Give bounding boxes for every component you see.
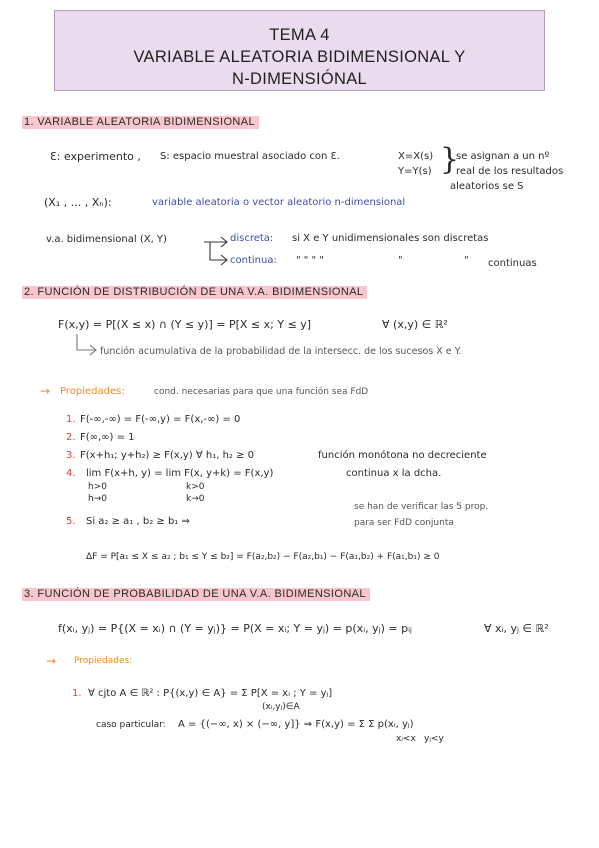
discrete-label: discreta: (230, 233, 274, 244)
title-line-2: VARIABLE ALEATORIA BIDIMENSIONAL Y (133, 48, 466, 66)
prop-2-4-k1: k>0 (186, 482, 205, 492)
vector-rhs: variable aleatoria o vector aleatorio n-dimensional (152, 197, 406, 208)
case-sub-2: yⱼ<y (424, 734, 444, 744)
prop-3-1-sub: (xᵢ,yⱼ)∈A (262, 702, 300, 712)
verify-note-1: se han de verificar las 5 prop. (354, 502, 489, 512)
prop-2-5: Si a₂ ≥ a₁ , b₂ ≥ b₁ ⇒ (86, 516, 190, 527)
assign-line-3: aleatorios se S (450, 181, 524, 192)
experiment-text: Ɛ: experimento , (50, 150, 141, 163)
prop-2-3-num: 3. (66, 450, 76, 461)
case-formula: A = {(−∞, x) × (−∞, y]} ⇒ F(x,y) = Σ Σ p(xᵢ, yⱼ) (178, 719, 414, 730)
fdd-domain: ∀ (x,y) ∈ ℝ² (382, 318, 448, 331)
prop-2-4-k2: k→0 (186, 494, 205, 504)
ditto-marks-3: " (464, 255, 469, 266)
ditto-marks-1: " " " " (296, 255, 324, 266)
prop-2-1-num: 1. (66, 414, 76, 425)
discrete-text: si X e Y unidimensionales son discretas (292, 233, 489, 244)
case-label: caso particular: (96, 720, 166, 730)
prop-2-4-h2: h→0 (88, 494, 107, 504)
fdd-note: función acumulativa de la probabilidad de la intersecc. de los sucesos X e Y. (100, 346, 462, 357)
prop-2-4-note: continua x la dcha. (346, 468, 442, 479)
prop-2-5-num: 5. (66, 516, 76, 527)
va-bidimensional: v.a. bidimensional (X, Y) (46, 234, 167, 245)
branch-arrow-icon (202, 232, 232, 266)
continuous-label: continua: (230, 255, 277, 266)
props-note-2: cond. necesarias para que una función sea FdD (154, 387, 369, 397)
prop-2-2: F(∞,∞) = 1 (80, 432, 135, 443)
y-def: Y=Y(s) (398, 166, 432, 177)
arrow-right-icon-2: → (46, 654, 57, 668)
fdd-definition: F(x,y) = P[(X ≤ x) ∩ (Y ≤ y)] = P[X ≤ x; Y ≤ y] (58, 318, 312, 331)
section-1-heading: 1. VARIABLE ALEATORIA BIDIMENSIONAL (22, 116, 259, 128)
assign-line-2: real de los resultados (456, 166, 564, 177)
prop-3-1: ∀ cjto A ∈ ℝ² : P{(x,y) ∈ A} = Σ P[X = xᵢ ; Y = yⱼ] (88, 688, 333, 699)
prop-2-3-note: función monótona no decreciente (318, 450, 487, 461)
assign-line-1: se asignan a un nº (456, 151, 550, 162)
prop-2-3: F(x+h₁; y+h₂) ≥ F(x,y) ∀ h₁, h₂ ≥ 0 (80, 450, 255, 461)
case-sub-1: xᵢ<x (396, 734, 416, 744)
prop-2-4-h1: h>0 (88, 482, 107, 492)
sample-space-text: S: espacio muestral asociado con Ɛ. (160, 151, 340, 162)
title-box (54, 10, 545, 91)
section-2-heading: 2. FUNCIÓN DE DISTRIBUCIÓN DE UNA V.A. BIDIMENSIONAL (22, 286, 367, 298)
props-label-3: Propiedades: (74, 656, 133, 666)
brace-icon: } (440, 142, 460, 177)
vector-lhs: (X₁ , ... , Xₙ): (44, 196, 112, 209)
prop-2-4: lim F(x+h, y) = lim F(x, y+k) = F(x,y) (86, 468, 274, 479)
prop-2-4-num: 4. (66, 468, 76, 479)
arrow-right-icon: → (40, 384, 51, 398)
title-line-1: TEMA 4 (269, 26, 330, 44)
title-line-3: N-DIMENSIÓNAL (232, 70, 367, 88)
fp-definition: f(xᵢ, yⱼ) = P{(X = xᵢ) ∩ (Y = yⱼ)} = P(X = xᵢ; Y = yⱼ) = p(xᵢ, yⱼ) = pᵢⱼ (58, 622, 412, 635)
prop-2-2-num: 2. (66, 432, 76, 443)
prop-3-1-num: 1. (72, 688, 82, 699)
verify-note-2: para ser FdD conjunta (354, 518, 454, 528)
delta-f-formula: ΔF = P[a₁ ≤ X ≤ a₂ ; b₁ ≤ Y ≤ b₂] = F(a₂,b₂) − F(a₂,b₁) − F(a₁,b₂) + F(a₁,b₁) ≥ 0 (86, 552, 440, 562)
section-3-heading: 3. FUNCIÓN DE PROBABILIDAD DE UNA V.A. BIDIMENSIONAL (22, 588, 370, 600)
corner-arrow-icon (74, 334, 98, 356)
fp-domain: ∀ xᵢ, yⱼ ∈ ℝ² (484, 622, 549, 635)
ditto-marks-2: " (398, 255, 403, 266)
props-label-2: Propiedades: (60, 386, 125, 397)
prop-2-1: F(-∞,-∞) = F(-∞,y) = F(x,-∞) = 0 (80, 414, 241, 425)
continuous-text: continuas (488, 258, 537, 269)
x-def: X=X(s) (398, 151, 434, 162)
